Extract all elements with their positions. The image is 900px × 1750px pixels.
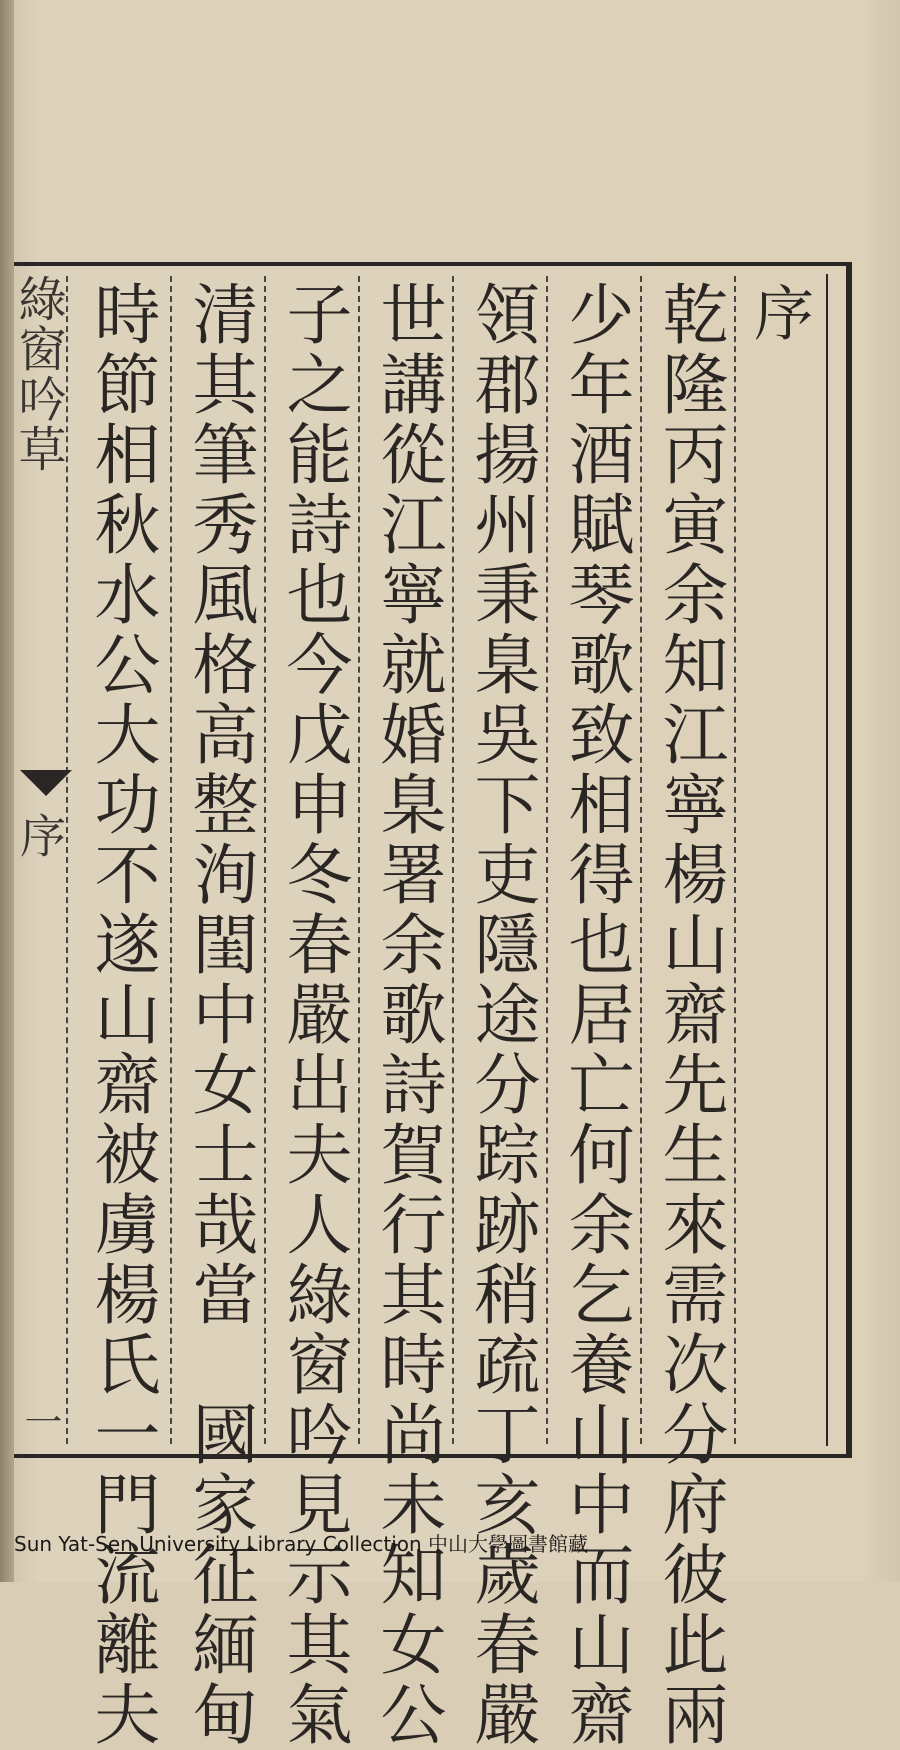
text-column-1: 乾隆丙寅余知江寧楊山齋先生來需次分府彼此兩 <box>651 280 728 1750</box>
banxin-folio-number: 一 <box>18 1402 62 1440</box>
banxin-section-label: 序 <box>13 812 67 858</box>
column-rule <box>452 276 454 1444</box>
column-rule <box>640 276 642 1444</box>
frame-inner-rule <box>826 274 828 1446</box>
text-column-4: 世講從江寧就婚臬署余歌詩賀行其時尚未知女公 <box>369 280 446 1750</box>
column-rule <box>358 276 360 1444</box>
column-rule <box>734 276 736 1444</box>
column-rule <box>264 276 266 1444</box>
banxin-book-title: 綠窗吟草 <box>10 274 66 474</box>
text-column-2: 少年酒賦琴歌致相得也居亡何余乞養山中而山齋 <box>557 280 634 1750</box>
library-credit: Sun Yat-Sen University Library Collection 中山大學圖書館藏 <box>14 1532 589 1556</box>
banxin-margin <box>8 272 66 1452</box>
text-column-7: 時節相秋水公大功不遂山齋被虜楊氏一門流離夫 <box>83 280 160 1750</box>
column-rule <box>66 276 68 1444</box>
text-column-6: 清其筆秀風格高整洵閨中女士哉當 國家征緬甸 <box>181 280 258 1750</box>
fishtail-mark <box>20 770 72 796</box>
text-column-5: 子之能詩也今戊申冬春嚴出夫人綠窗吟見示其氣 <box>275 280 352 1750</box>
text-column-3: 領郡揚州秉臬吳下吏隱途分踪跡稍疏丁亥歲春嚴 <box>463 280 540 1750</box>
column-rule <box>546 276 548 1444</box>
column-rule <box>170 276 172 1444</box>
section-heading: 序 <box>744 282 814 342</box>
